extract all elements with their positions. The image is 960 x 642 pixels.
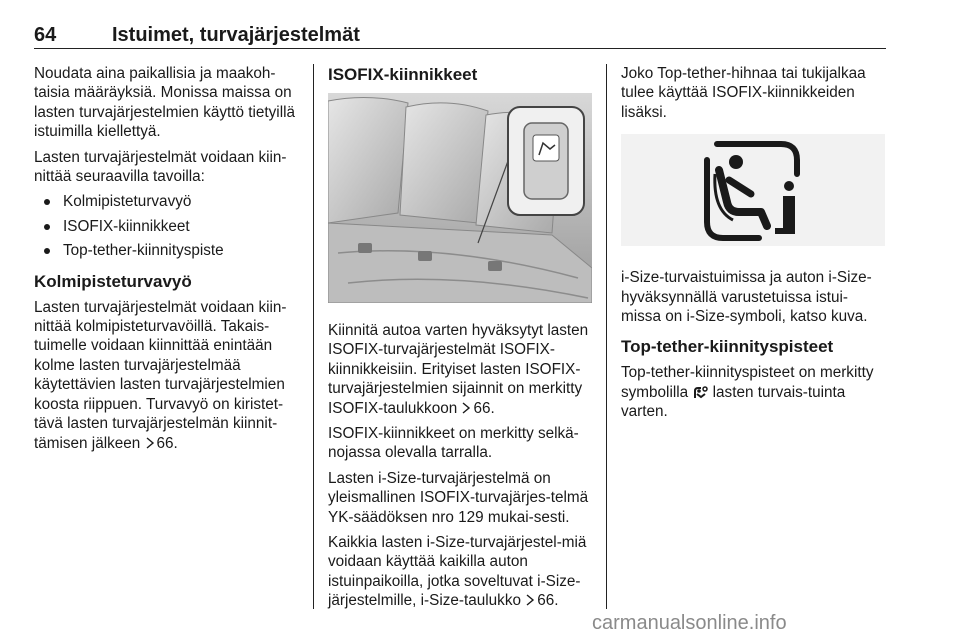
list-item — [34, 241, 300, 260]
body-paragraph — [621, 363, 887, 421]
list-item-label: ISOFIX-kiinnikkeet — [63, 217, 190, 235]
page-reference-link[interactable]: 66. — [537, 592, 559, 610]
bullet-icon — [44, 199, 50, 205]
body-paragraph: Joko Top-tether-hihnaa tai tukijalkaa tulee käyttää ISOFIX-kiinnikkeiden lisäksi. — [621, 65, 866, 121]
rear-seat-isofix-illustration — [328, 93, 592, 303]
intro-paragraph: Lasten turvajärjestelmät voidaan kiin-nittää seuraavilla tavoilla: — [34, 148, 287, 186]
body-paragraph — [328, 533, 592, 611]
body-paragraph: ISOFIX-kiinnikkeet on merkitty selkä-nojassa olevalla tarralla. — [328, 425, 579, 462]
body-paragraph — [328, 321, 592, 418]
column-divider — [313, 64, 314, 609]
intro-paragraph: Noudata aina paikallisia ja maakoh-taisia määräyksiä. Monissa maissa on lasten turvajärjestelmien käyttö tietyillä istuimilla kiellettyä. — [34, 65, 296, 141]
page-reference-icon — [525, 594, 535, 606]
i-size-symbol-icon — [621, 134, 885, 246]
section-heading: ISOFIX-kiinnikkeet — [328, 65, 478, 84]
body-text: Kiinnitä autoa varten hyväksytyt lasten ISOFIX-turvajärjestelmät ISOFIX-kiinnikkeisiin. Erityiset lasten ISOFIX-turvajärjestelmien sijainnit on merkitty ISOFIX-taulukkoon — [328, 322, 589, 417]
bullet-icon — [44, 248, 50, 254]
column-divider — [606, 64, 607, 609]
page-reference-link[interactable]: 66. — [473, 399, 495, 417]
bullet-list — [34, 192, 300, 260]
body-paragraph — [34, 298, 300, 453]
list-item — [34, 217, 300, 236]
list-item-label: Kolmipisteturvavyö — [63, 193, 192, 211]
page-reference-icon — [145, 437, 155, 449]
body-text: Lasten turvajärjestelmät voidaan kiin-nittää kolmipisteturvavöillä. Takais-tuimelle voidaan kiinnittää enintään kolme lasten turvajärjestelmää käytettävien lasten turvajärjestelmien koosta riippuen. Turvavyö on kiristet-tävä lasten turvajärjestelmän kiinnit-tämisen jälkeen — [34, 298, 287, 452]
page-reference-link[interactable]: 66. — [156, 434, 178, 452]
body-text: Top-tether-kiinnityspisteet on merkitty symbolilla — [621, 364, 874, 401]
body-paragraph: i-Size-turvaistuimissa ja auton i-Size-hyväksynnällä varustetuissa istui-missa on i-Size-symboli, katso kuva. — [621, 269, 872, 326]
body-text: lasten turvais-tuinta varten. — [621, 383, 846, 421]
bullet-icon — [44, 224, 50, 230]
section-heading: Top-tether-kiinnityspisteet — [621, 337, 834, 357]
section-heading: Kolmipisteturvavyö — [34, 271, 192, 291]
column-right — [621, 64, 887, 428]
page-reference-icon — [461, 402, 471, 414]
page-title: Istuimet, turvajärjestelmät — [112, 24, 360, 46]
top-tether-symbol-icon — [692, 385, 708, 399]
column-middle — [328, 64, 592, 617]
watermark-text: carmanualsonline.info — [592, 612, 787, 634]
page-header — [34, 24, 886, 49]
list-item — [34, 192, 300, 211]
body-paragraph: Lasten i-Size-turvajärjestelmä on yleismallinen ISOFIX-turvajärjes-telmä YK-säädöksen nro 129 mukai-sesti. — [328, 469, 589, 526]
page-number: 64 — [34, 24, 57, 46]
column-left — [34, 64, 300, 459]
body-text: Kaikkia lasten i-Size-turvajärjestel-miä voidaan käyttää kaikilla auton istuinpaikoilla, jotka soveltuvat i-Size-järjestelmille, i-Size-taulukko — [328, 534, 587, 610]
list-item-label: Top-tether-kiinnityspiste — [63, 242, 224, 260]
